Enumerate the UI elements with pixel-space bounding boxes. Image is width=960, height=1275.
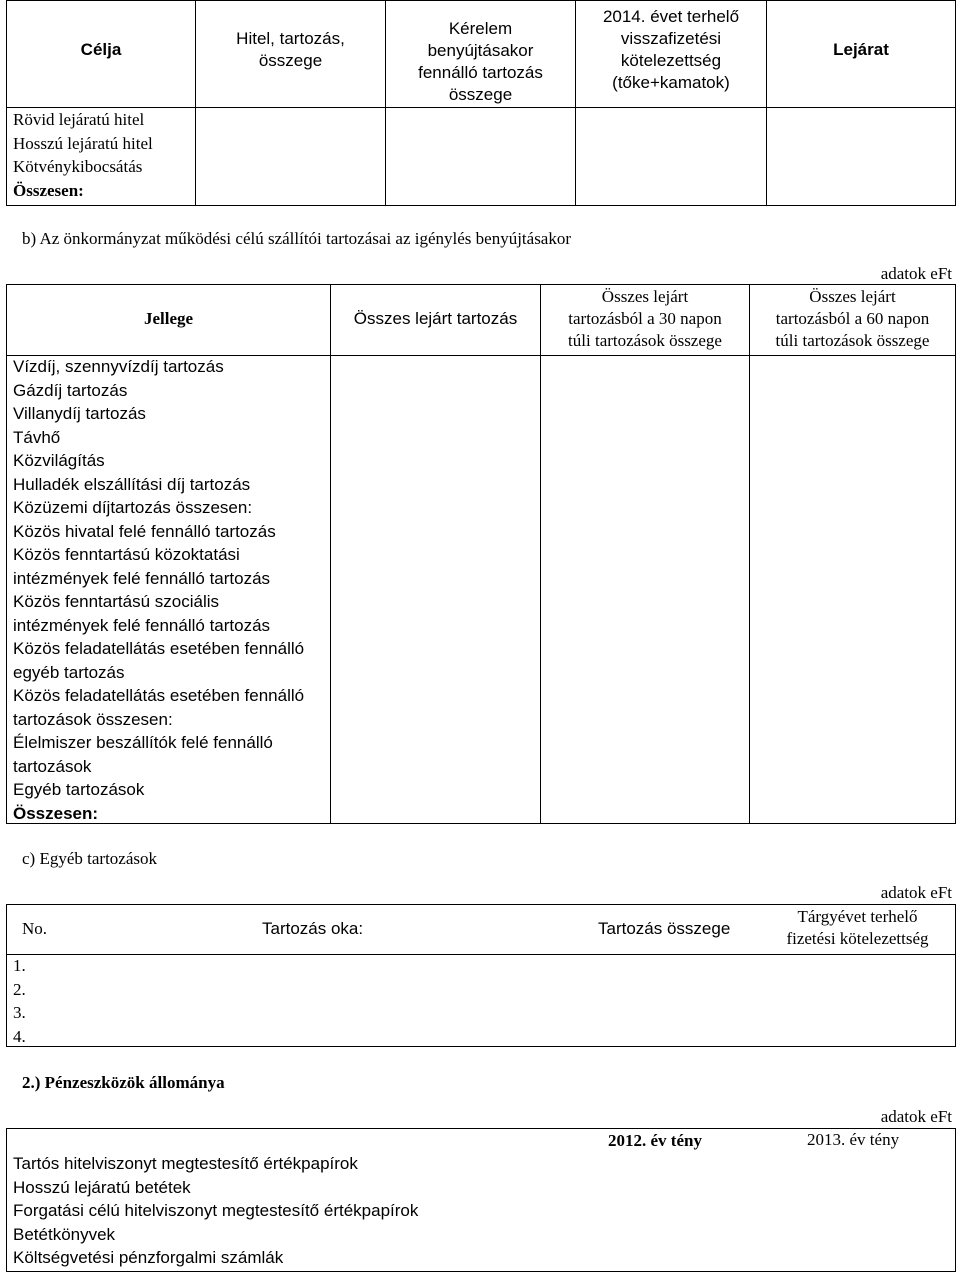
table-row: intézmények felé fennálló tartozás bbox=[13, 568, 271, 588]
table-row: egyéb tartozás bbox=[13, 662, 125, 682]
header-hitel: Hitel, tartozás, összege bbox=[236, 29, 345, 70]
table-row: Közüzemi díjtartozás összesen: bbox=[13, 498, 253, 517]
table-row: Gázdíj tartozás bbox=[13, 380, 128, 400]
section-c-unit: adatok eFt bbox=[880, 883, 952, 902]
header-2012: 2012. év tény bbox=[608, 1131, 702, 1150]
header-no: No. bbox=[22, 919, 48, 938]
table-row: Betétkönyvek bbox=[13, 1224, 116, 1244]
table-row: Hulladék elszállítási díj tartozás bbox=[13, 474, 251, 494]
header-visszafizetesi: 2014. évet terhelő visszafizetési kötelezettség (tőke+kamatok) bbox=[602, 7, 740, 92]
table-row: 3. bbox=[13, 1003, 26, 1022]
header-jellege: Jellege bbox=[143, 309, 194, 328]
table-row: Távhő bbox=[13, 427, 61, 447]
table-row: 2. bbox=[13, 979, 26, 999]
table-row: 1. bbox=[13, 956, 26, 975]
table-row: tartozások összesen: bbox=[13, 709, 173, 729]
header-celja: Célja bbox=[80, 40, 122, 59]
table-row: intézmények felé fennálló tartozás bbox=[13, 615, 271, 635]
section-b-title: b) Az önkormányzat működési célú szállítói tartozásai az igénylés benyújtásakor bbox=[22, 229, 572, 248]
table-row: Hosszú lejáratú betétek bbox=[13, 1177, 191, 1197]
section-2-title: 2.) Pénzeszközök állománya bbox=[22, 1073, 225, 1092]
table-row: Közös fenntartású közoktatási bbox=[13, 545, 240, 564]
table-row: 4. bbox=[13, 1026, 26, 1046]
section-b-unit: adatok eFt bbox=[880, 264, 952, 283]
header-osszes-lejart: Összes lejárt tartozás bbox=[353, 309, 518, 328]
table-2-rows bbox=[13, 1152, 418, 1270]
header-tartozas-osszege: Tartozás összege bbox=[598, 919, 731, 938]
table-row: Rövid lejáratú hitel bbox=[13, 110, 145, 129]
table-row: Közös fenntartású szociális bbox=[13, 592, 219, 611]
header-60-napon: Összes lejárt tartozásból a 60 napon túli tartozások összege bbox=[775, 287, 930, 350]
table-row: Összesen: bbox=[13, 180, 84, 200]
table-c-rows bbox=[13, 954, 26, 1048]
table-row: Közös feladatellátás esetében fennálló bbox=[13, 639, 305, 658]
table-row: Élelmiszer beszállítók felé fennálló bbox=[13, 733, 273, 752]
header-kerelem: Kérelem benyújtásakor fennálló tartozás összege bbox=[418, 19, 543, 104]
table-row: Közvilágítás bbox=[13, 451, 105, 470]
header-lejarat: Lejárat bbox=[833, 40, 889, 59]
table-row: Forgatási célú hitelviszonyt megtestesítő értékpapírok bbox=[13, 1201, 419, 1220]
table-row: tartozások bbox=[13, 756, 92, 776]
table-row: Közös hivatal felé fennálló tartozás bbox=[13, 521, 276, 541]
table-row: Összesen: bbox=[13, 803, 99, 823]
header-tartozas-oka: Tartozás oka: bbox=[262, 919, 364, 938]
table-b-rows bbox=[13, 355, 330, 825]
table-row: Költségvetési pénzforgalmi számlák bbox=[13, 1248, 284, 1267]
table-row: Kötvénykibocsátás bbox=[13, 157, 143, 176]
table-row: Tartós hitelviszonyt megtestesítő értékpapírok bbox=[13, 1154, 358, 1173]
header-targyev: Tárgyévet terhelő fizetési kötelezettség bbox=[786, 907, 929, 948]
header-30-napon: Összes lejárt tartozásból a 30 napon túli tartozások összege bbox=[568, 287, 722, 350]
table-row: Közös feladatellátás esetében fennálló bbox=[13, 686, 305, 705]
header-2013: 2013. év tény bbox=[807, 1130, 900, 1149]
table-a-rows bbox=[13, 108, 153, 202]
table-row: Vízdíj, szennyvízdíj tartozás bbox=[13, 357, 224, 376]
table-row: Hosszú lejáratú hitel bbox=[13, 133, 153, 153]
section-2-unit: adatok eFt bbox=[880, 1107, 952, 1126]
table-row: Villanydíj tartozás bbox=[13, 404, 146, 423]
section-c-title: c) Egyéb tartozások bbox=[22, 849, 157, 868]
table-row: Egyéb tartozások bbox=[13, 780, 145, 799]
